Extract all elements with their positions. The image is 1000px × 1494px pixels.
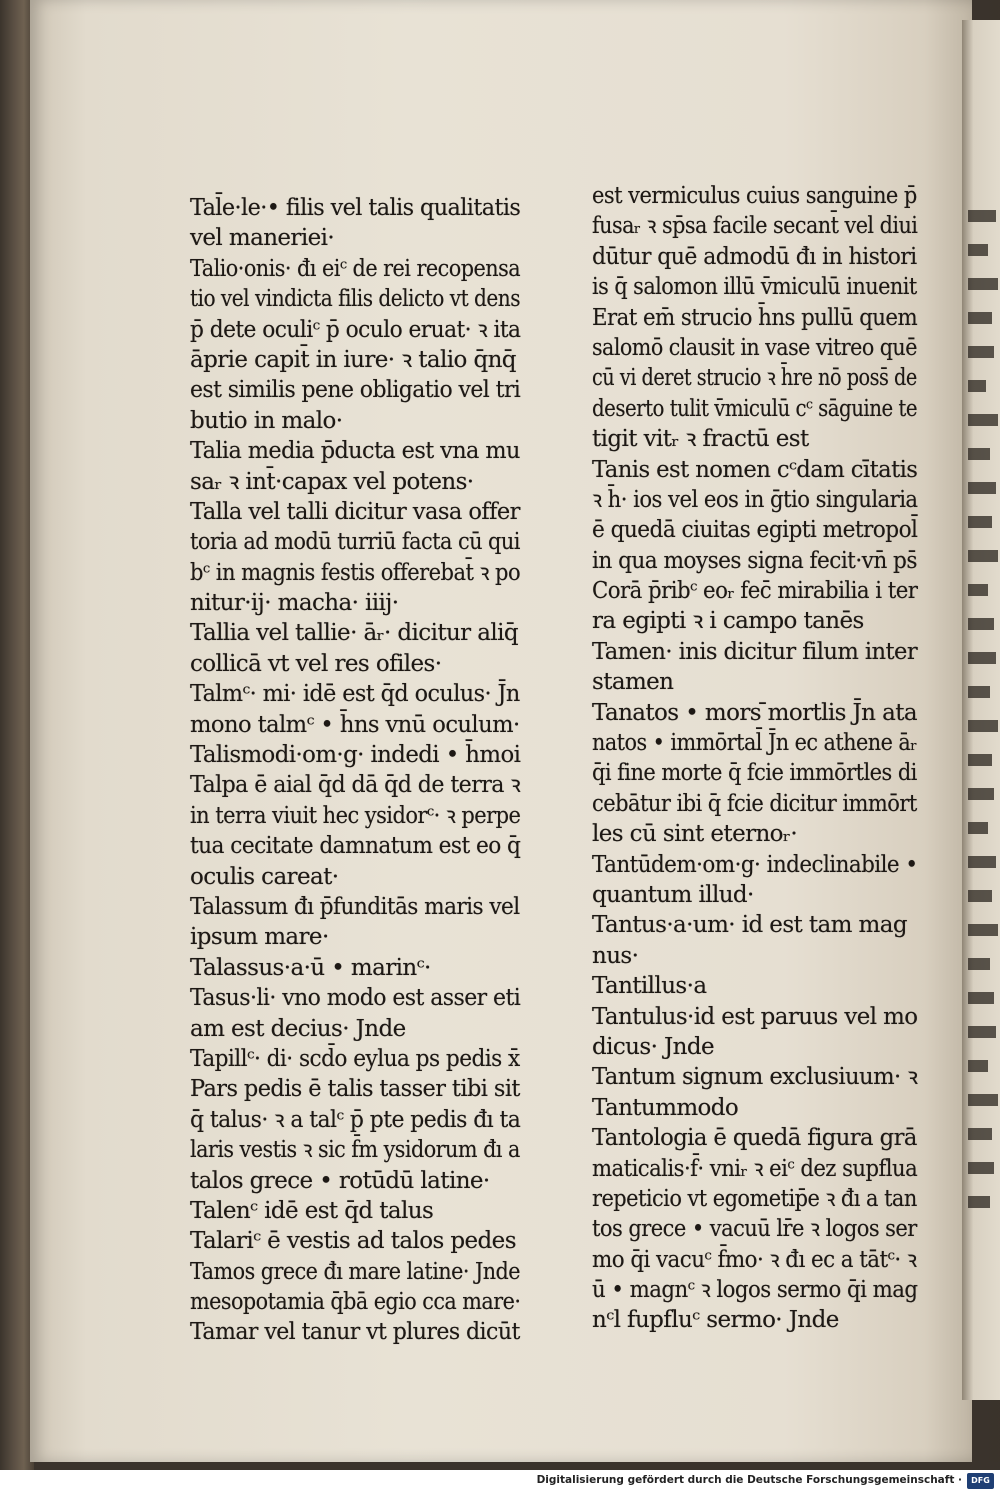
right-column-line: fusaᵣ ꝛ sp̄sa facile secant̄ vel diui	[592, 213, 918, 240]
right-column-line: Tantologia ē quedā figura grā	[592, 1125, 917, 1152]
left-column-line: Talismodi·om·g· indedi • h̄moi	[190, 742, 521, 769]
right-column-line: natos • immōrtal̄ J̄n ec athene āᵣ	[592, 730, 917, 757]
dfg-logo-icon: DFG	[967, 1473, 994, 1489]
left-column-line: vel maneriei·	[190, 225, 335, 252]
right-column-line: Corā p̄ribᶜ eoᵣ fec̄ mirabilia i ter	[592, 578, 918, 605]
right-column-line: mo q̄i vacuᶜ f̄mo· ꝛ đı ec a tātᶜ· ꝛ	[592, 1246, 917, 1273]
left-column-line: Talassum đı p̄funditās maris vel	[190, 893, 520, 920]
left-column-line: laris vestis ꝛ sic f̄m ysidorum đı a	[190, 1137, 520, 1164]
right-column-line: Tantūdem·om·g· indeclinabile •	[592, 851, 918, 878]
left-column-line: Talia media p̄ducta est vna mu	[190, 438, 520, 465]
left-column-line: Talpa ē aial q̄d dā q̄d de terra ꝛ	[190, 772, 521, 799]
right-column-line: Tantus·a·um· id est tam mag	[592, 912, 907, 939]
left-column-line: Tal̄e·le·• filis vel talis qualitatis	[190, 195, 521, 221]
right-column-line: Tantillus·a	[592, 973, 707, 1000]
left-column-line: p̄ dete oculiᶜ p̄ oculo eruat· ꝛ ita	[190, 316, 521, 343]
funding-notice: Digitalisierung gefördert durch die Deutsche Forschungsgemeinschaft ·	[536, 1474, 962, 1486]
right-column-line: q̄i fine morte q̄ fcie immōrtles di	[592, 760, 917, 787]
left-column-line: Tamos grece đı mare latine· Jnde	[190, 1258, 521, 1285]
left-column-line: Talariᶜ ē vestis ad talos pedes	[190, 1228, 516, 1255]
right-column-line: tigit vitᵣ ꝛ fractū est	[592, 426, 809, 453]
left-column-line: talos grece • rotūdū latine·	[190, 1167, 490, 1194]
left-text-column	[190, 193, 567, 1348]
right-column-line: nᶜl fupfluᶜ sermo· Jnde	[592, 1307, 839, 1334]
left-column-line: in terra viuit hec ysidorᶜ· ꝛ perpe	[190, 802, 521, 829]
left-column-line: ipsum mare·	[190, 924, 329, 951]
left-column-line: bᶜ in magnis festis offerebat̄ ꝛ po	[190, 559, 521, 586]
book-edge	[0, 0, 34, 1470]
left-column-line: oculis careat·	[190, 863, 339, 890]
left-column-line: Talenᶜ idē est q̄d talus	[190, 1197, 434, 1224]
right-column-line: dūtur quē admodū đı in histori	[592, 243, 917, 270]
right-column-line: tos grece • vacuū lr̄e ꝛ logos ser	[592, 1216, 917, 1243]
left-column-line: am est decius· Jnde	[190, 1015, 406, 1042]
left-column-line: mono talmᶜ • h̄ns vnū oculum·	[190, 711, 520, 738]
left-column-line: Pars pedis ē talis tasser tibi sit	[190, 1076, 520, 1103]
right-column-line: repeticio vt egometip̄e ꝛ đı a tan	[592, 1185, 917, 1212]
right-column-line: Tanatos • mors ̄mortlis J̄n ata	[592, 699, 917, 726]
left-column-line: tio vel vindicta filis delicto vt dens	[190, 286, 520, 313]
left-column-line: Tallia vel tallie· āᵣ· dicitur aliq̄	[190, 620, 519, 647]
left-column-line: nitur·ij· macha· iiij·	[190, 590, 399, 617]
left-column-line: Talmᶜ· mi· idē est q̄d oculus· J̄n	[190, 681, 520, 708]
right-column-line: Tantum signum exclusiuum· ꝛ	[592, 1064, 918, 1091]
right-column-line: deserto tulit v̄miculū cᶜ sāguine te	[592, 395, 918, 422]
right-column-line: is q̄ salomon illū v̄miculū inuenit	[592, 274, 917, 301]
left-column-line: Talassus·a·ū • marinᶜ·	[190, 954, 431, 981]
left-column-line: Talla vel talli dicitur vasa offer	[190, 498, 520, 525]
left-column-line: āprie capit̄ in iure· ꝛ talio q̄nq̄	[190, 346, 516, 373]
left-column-line: q̄̄ talus· ꝛ a talᶜ p̄ pte pedis đı ta	[190, 1106, 521, 1133]
left-column-line: Tasus·li· vno modo est asser eti	[190, 985, 521, 1012]
left-column-line: butio in malo·	[190, 407, 343, 434]
right-column-line: Tanis est nomen cᶜdam cītatis	[592, 456, 918, 483]
right-text-column	[592, 181, 980, 1336]
right-column-line: dicus· Jnde	[592, 1033, 714, 1060]
right-column-line: Tantulus·id est paruus vel mo	[592, 1003, 918, 1030]
right-column-line: salomō clausit in vase vitreo quē	[592, 334, 917, 361]
left-column-line: Tamar vel tanur vt plures dicūt	[190, 1319, 520, 1346]
left-column-line: saᵣ ꝛ int̄·capax vel potens·	[190, 468, 474, 495]
right-column-line: ū • magnᶜ ꝛ logos sermo q̄i mag	[592, 1277, 918, 1304]
right-column-line: stamen	[592, 669, 674, 696]
left-column-line: Talio·onis· đı eiᶜ de rei recopensa	[190, 255, 521, 282]
right-column-line: ra egipti ꝛ i campo tanēs	[592, 608, 864, 635]
right-column-line: maticalis·f̄· vniᵣ ꝛ eiᶜ dez supflua	[592, 1155, 918, 1182]
left-column-line: Tapillᶜ· di· scd̄o eylua ps pedis x̄	[190, 1045, 520, 1072]
right-column-line: quantum illud·	[592, 881, 754, 908]
right-column-line: cebātur ibi q̄ fcie dicitur immōrt	[592, 790, 917, 817]
right-column-line: ꝛ h̄· ios vel eos in ḡtio singularia	[592, 486, 918, 513]
left-column-line: tua cecitate damnatum est eo q̄	[190, 833, 521, 860]
right-column-line: Tamen· inis dicitur filum inter	[592, 638, 918, 665]
right-column-line: nus·	[592, 942, 639, 969]
right-column-line: ē quedā ciuitas egipti metropol̄	[592, 517, 918, 544]
right-column-line: cū vi deret strucio ꝛ h̄re nō poss̄ de	[592, 365, 917, 392]
right-column-line: les cū sint eternoᵣ·	[592, 821, 798, 848]
right-column-line: Tantummodo	[592, 1094, 739, 1121]
left-column-line: mesopotamia q̄bā egio cca mare·	[190, 1289, 521, 1316]
left-column-line: est similis pene obligatio vel tri	[190, 377, 521, 404]
right-column-line: in qua moyses signa fecit·vn̄ ps̄	[592, 547, 917, 574]
right-column-line: est vermiculus cuius sanguine p̄	[592, 183, 917, 209]
left-column-line: collicā vt vel res ofiles·	[190, 650, 442, 677]
left-column-line: toria ad modū turriū facta cū qui	[190, 529, 520, 556]
footer-bar	[0, 1470, 1000, 1494]
right-column-line: Erat em̄ strucio h̄ns pullū quem	[592, 304, 918, 331]
